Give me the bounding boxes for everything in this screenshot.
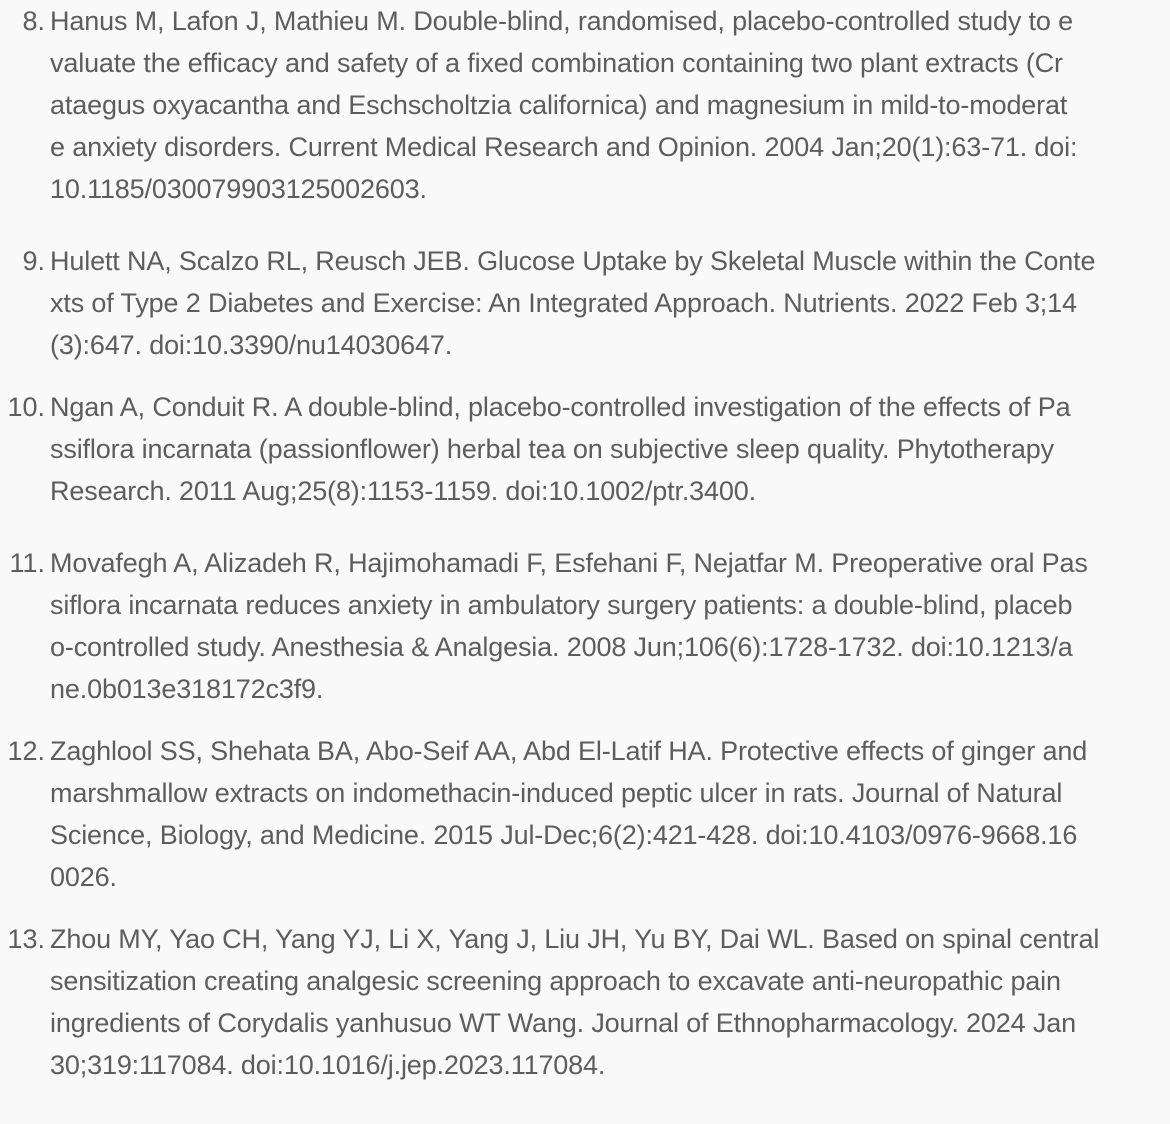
reference-text-line: (3):647. doi:10.3390/nu14030647. [50,330,453,360]
reference-text-line: Ngan A, Conduit R. A double-blind, placebo-controlled investigation of the effects of Pa [50,392,1071,422]
reference-number: 8. [22,6,45,36]
reference-number: 10. [7,392,45,422]
reference-text-line: Zaghlool SS, Shehata BA, Abo-Seif AA, Abd El-Latif HA. Protective effects of ginger and [50,736,1088,766]
reference-text-line: 10.1185/030079903125002603. [50,174,427,204]
reference-number: 13. [7,924,45,954]
reference-number: 9. [22,246,45,276]
reference-text-line: e anxiety disorders. Current Medical Research and Opinion. 2004 Jan;20(1):63-71. doi: [50,132,1078,162]
reference-text-line: Hulett NA, Scalzo RL, Reusch JEB. Glucose Uptake by Skeletal Muscle within the Conte [50,246,1096,276]
reference-text-line: 30;319:117084. doi:10.1016/j.jep.2023.117084. [50,1050,606,1080]
reference-text-line: o-controlled study. Anesthesia & Analgesia. 2008 Jun;106(6):1728-1732. doi:10.1213/a [50,632,1073,662]
reference-text-line: sensitization creating analgesic screening approach to excavate anti-neuropathic pain [50,966,1061,996]
reference-text-line: Movafegh A, Alizadeh R, Hajimohamadi F, Esfehani F, Nejatfar M. Preoperative oral Pas [50,548,1088,578]
reference-text-line: 0026. [50,862,117,892]
reference-text-line: xts of Type 2 Diabetes and Exercise: An Integrated Approach. Nutrients. 2022 Feb 3;14 [50,288,1077,318]
reference-number: 11. [9,548,45,578]
reference-text-line: Zhou MY, Yao CH, Yang YJ, Li X, Yang J, Liu JH, Yu BY, Dai WL. Based on spinal central [50,924,1100,954]
reference-text-line: ingredients of Corydalis yanhusuo WT Wang. Journal of Ethnopharmacology. 2024 Jan [50,1008,1076,1038]
reference-text-line: valuate the efficacy and safety of a fixed combination containing two plant extracts (Cr [50,48,1063,78]
reference-text-line: Research. 2011 Aug;25(8):1153-1159. doi:10.1002/ptr.3400. [50,476,756,506]
reference-text-line: marshmallow extracts on indomethacin-induced peptic ulcer in rats. Journal of Natural [50,778,1063,808]
reference-text-line: ne.0b013e318172c3f9. [50,674,324,704]
reference-text-line: siflora incarnata reduces anxiety in ambulatory surgery patients: a double-blind, placeb [50,590,1073,620]
reference-number: 12. [7,736,45,766]
reference-text-line: Science, Biology, and Medicine. 2015 Jul-Dec;6(2):421-428. doi:10.4103/0976-9668.16 [50,820,1078,850]
reference-text-line: Hanus M, Lafon J, Mathieu M. Double-blind, randomised, placebo-controlled study to e [50,6,1073,36]
reference-text-line: ataegus oxyacantha and Eschscholtzia californica) and magnesium in mild-to-moderat [50,90,1068,120]
reference-text-line: ssiflora incarnata (passionflower) herbal tea on subjective sleep quality. Phytotherapy [50,434,1054,464]
